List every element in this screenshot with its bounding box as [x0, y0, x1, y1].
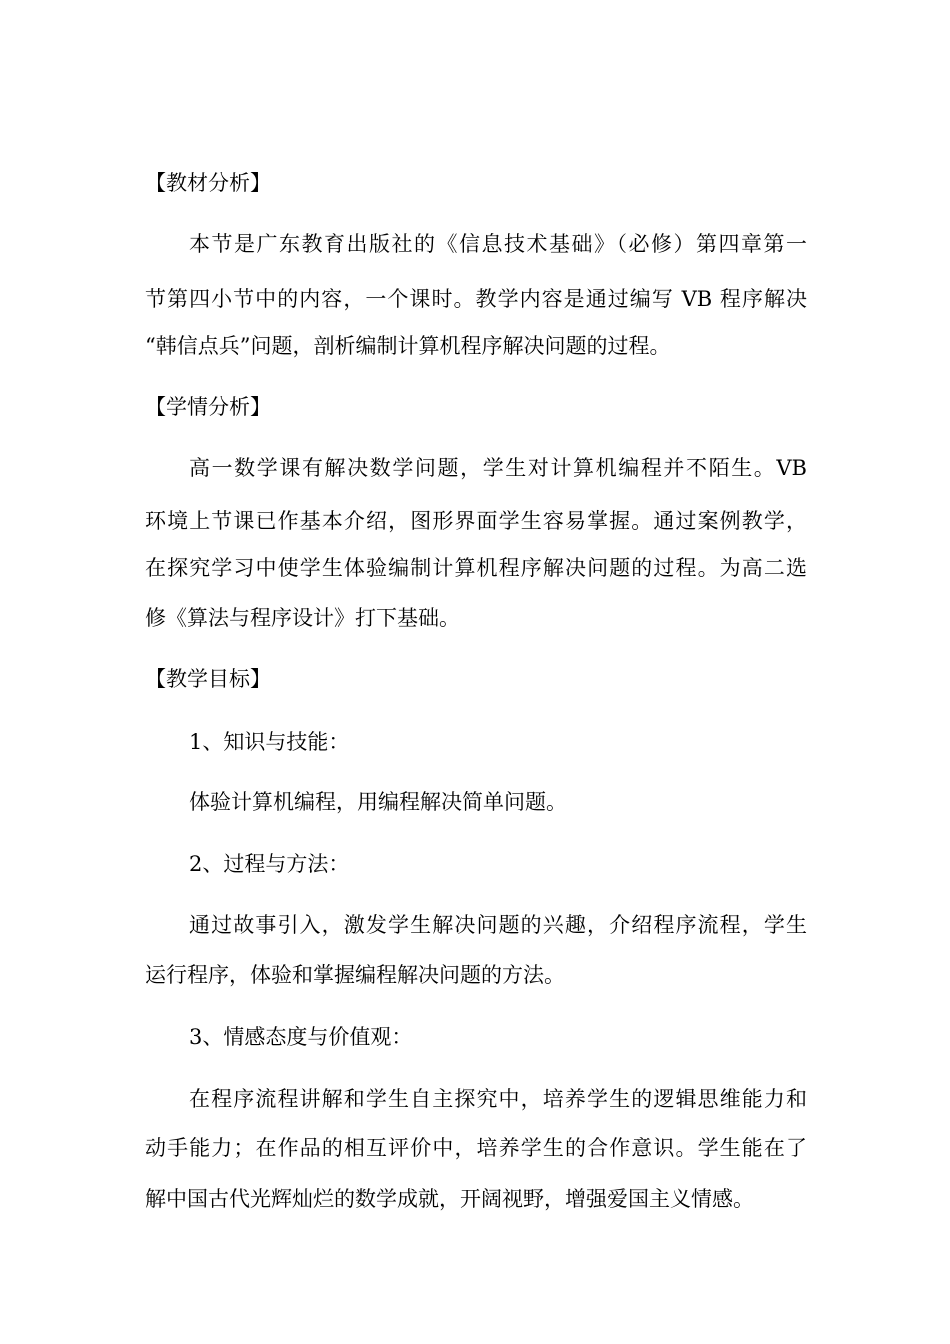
heading-textbook-analysis: 【教材分析】 — [145, 171, 271, 195]
paragraph-line: 环境上节课已作基本介绍，图形界面学生容易掌握。通过案例教学， — [145, 509, 807, 533]
paragraph-line: 本节是广东教育出版社的《信息技术基础》（必修）第四章第一 — [189, 232, 807, 256]
paragraph-line: 在探究学习中使学生体验编制计算机程序解决问题的过程。为高二选 — [145, 556, 807, 580]
goal-line: 解中国古代光辉灿烂的数学成就，开阔视野，增强爱国主义情感。 — [145, 1187, 754, 1211]
paragraph-line: “韩信点兵”问题，剖析编制计算机程序解决问题的过程。 — [145, 334, 671, 358]
goal-line: 在程序流程讲解和学生自主探究中，培养学生的逻辑思维能力和 — [189, 1087, 807, 1111]
goal-line: 体验计算机编程，用编程解决简单问题。 — [189, 790, 567, 814]
paragraph-line: 高一数学课有解决数学问题，学生对计算机编程并不陌生。VB — [189, 456, 807, 480]
paragraph-line: 节第四小节中的内容，一个课时。教学内容是通过编写 VB 程序解决 — [145, 287, 807, 311]
goal-line: 通过故事引入，激发学生解决问题的兴趣，介绍程序流程，学生 — [189, 913, 807, 937]
goal-line: 运行程序，体验和掌握编程解决问题的方法。 — [145, 963, 565, 987]
heading-teaching-goals: 【教学目标】 — [145, 667, 271, 691]
goal-line: 动手能力；在作品的相互评价中，培养学生的合作意识。学生能在了 — [145, 1136, 807, 1160]
goal-title: 1、知识与技能： — [189, 730, 350, 754]
heading-student-analysis: 【学情分析】 — [145, 395, 271, 419]
paragraph-line: 修《算法与程序设计》打下基础。 — [145, 606, 460, 630]
goal-title: 2、过程与方法： — [189, 852, 350, 876]
goal-title: 3、情感态度与价值观： — [189, 1025, 413, 1049]
